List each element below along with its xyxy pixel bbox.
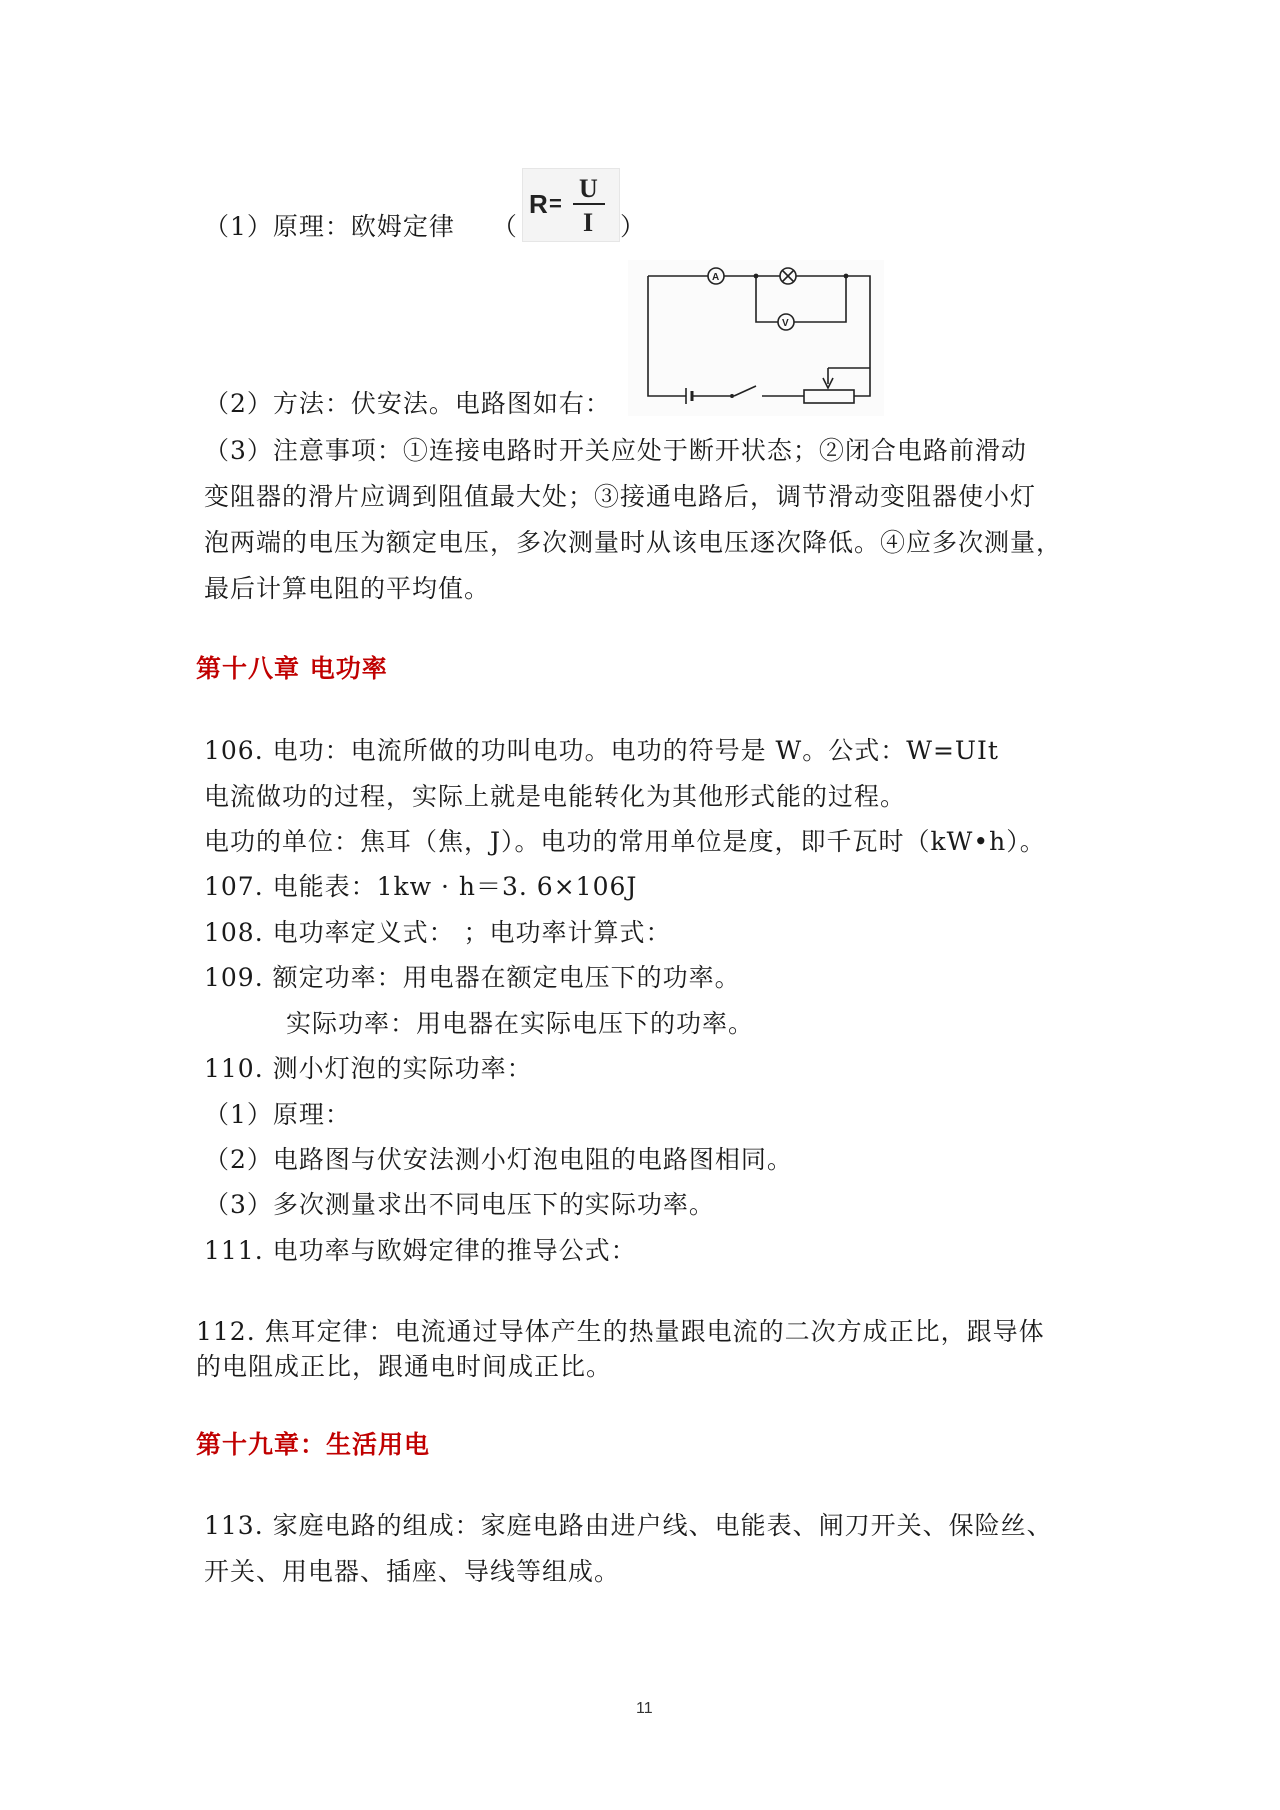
rheostat — [804, 390, 854, 403]
item-107: 107. 电能表：1kw · h＝3. 6×106J — [204, 872, 638, 901]
ammeter-label: A — [712, 272, 720, 283]
item-109-actual: 实际功率：用电器在实际电压下的功率。 — [286, 1009, 755, 1038]
formula-numerator: U — [579, 174, 598, 203]
item-106: 106. 电功：电流所做的功叫电功。电功的符号是 W。公式：W=UIt — [204, 736, 999, 765]
item-108: 108. 电功率定义式： ；电功率计算式： — [204, 918, 672, 947]
switch-blade — [734, 386, 756, 396]
principle-open-paren: （ — [491, 212, 518, 241]
item-110-2: （2）电路图与伏安法测小灯泡电阻的电路图相同。 — [204, 1145, 793, 1174]
item-112-cont: 的电阻成正比，跟通电时间成正比。 — [196, 1352, 613, 1381]
wire-left — [648, 276, 686, 396]
item-111: 111. 电功率与欧姆定律的推导公式： — [204, 1236, 637, 1265]
ohm-formula — [523, 169, 619, 241]
principle-close-paren: ） — [620, 212, 647, 241]
item-110-3: （3）多次测量求出不同电压下的实际功率。 — [204, 1190, 715, 1219]
chapter-18-heading: 第十八章 电功率 — [196, 654, 388, 683]
item-113-cont: 开关、用电器、插座、导线等组成。 — [204, 1557, 621, 1586]
item-106-cont-2: 电功的单位：焦耳（焦，J）。电功的常用单位是度，即千瓦时（kW•h）。 — [204, 827, 1046, 856]
notes-line-3: 泡两端的电压为额定电压，多次测量时从该电压逐次降低。④应多次测量， — [204, 528, 1063, 557]
item-113: 113. 家庭电路的组成：家庭电路由进户线、电能表、闸刀开关、保险丝、 — [204, 1511, 1053, 1540]
chapter-19-heading: 第十九章：生活用电 — [196, 1430, 431, 1459]
item-112: 112. 焦耳定律：电流通过导体产生的热量跟电流的二次方成正比，跟导体 — [196, 1317, 1045, 1346]
item-106-cont-1: 电流做功的过程，实际上就是电能转化为其他形式能的过程。 — [204, 782, 907, 811]
circuit-diagram-image — [628, 260, 884, 416]
formula-lhs: R — [529, 189, 548, 219]
circuit-diagram — [628, 260, 884, 416]
voltmeter-label: V — [782, 318, 789, 329]
principle-text: （1）原理：欧姆定律 — [204, 212, 455, 241]
formula-denominator: I — [583, 208, 594, 237]
ohm-formula-image — [522, 168, 620, 242]
method-line: （2）方法：伏安法。电路图如右： — [204, 389, 611, 418]
formula-eq: = — [549, 191, 562, 216]
principle-line — [204, 212, 518, 242]
item-109: 109. 额定功率：用电器在额定电压下的功率。 — [204, 963, 741, 992]
item-110-1: （1）原理： — [204, 1100, 351, 1129]
page-number: 11 — [636, 1700, 653, 1717]
notes-line-4: 最后计算电阻的平均值。 — [204, 574, 491, 603]
notes-line-1: （3）注意事项：①连接电路时开关应处于断开状态；②闭合电路前滑动 — [204, 436, 1027, 465]
notes-line-2: 变阻器的滑片应调到阻值最大处；③接通电路后，调节滑动变阻器使小灯 — [204, 482, 1037, 511]
item-110: 110. 测小灯泡的实际功率： — [204, 1054, 533, 1083]
